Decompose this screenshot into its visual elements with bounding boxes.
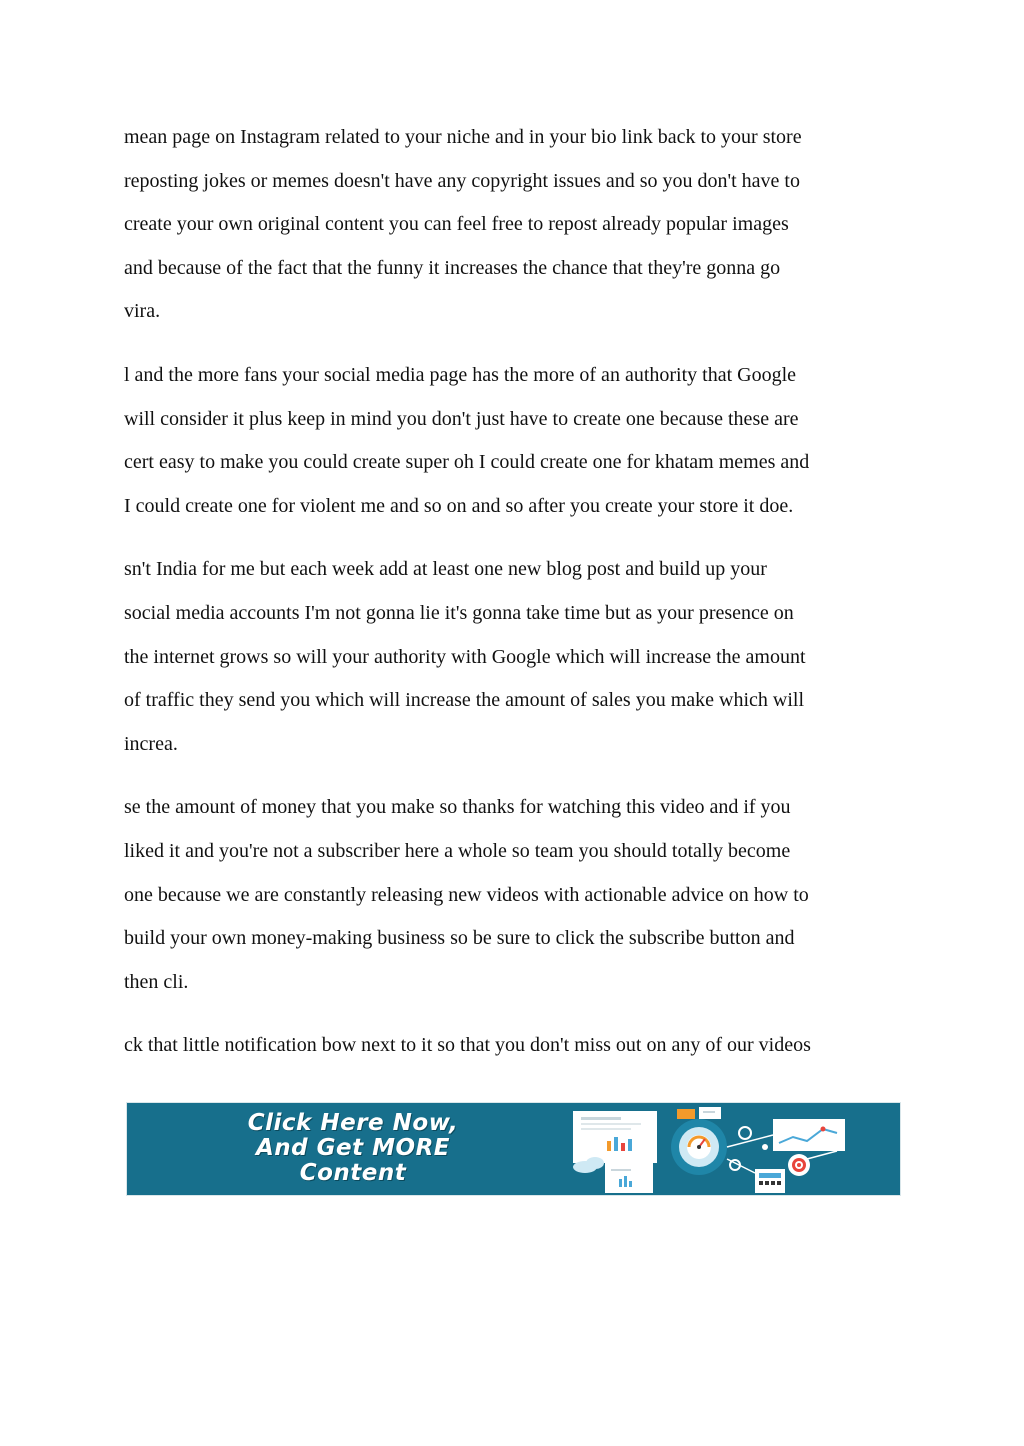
target-icon [788, 1154, 810, 1176]
chart-card-icon [773, 1119, 845, 1151]
banner-headline [163, 1111, 543, 1186]
gauge-icon [671, 1119, 727, 1175]
paragraph-2: l and the more fans your social media page has the more of an authority that Google will consider it plus keep in mind you don't just have to create one because these are cert easy to make you could create super oh I could create one for khatam memes and I could create one for violent me and so on and so after you create your store it doe. [124, 363, 810, 517]
banner-line-1: Click Here Now, [247, 1110, 459, 1136]
paragraph-5: ck that little notification bow next to it so that you don't miss out on any of our videos [124, 1034, 811, 1057]
paragraph-4: se the amount of money that you make so thanks for watching this video and if you liked it and you're not a subscriber here a whole so team you should totally become one because we are constantly releasing new videos with actionable advice on how to build your own money-making business so be sure to click the subscribe button and then cli. [124, 796, 809, 993]
calculator-icon [755, 1169, 785, 1193]
analytics-illustration [567, 1103, 897, 1196]
paragraph-3: sn't India for me but each week add at least one new blog post and build up your social media accounts I'm not gonna lie it's gonna take time but as your presence on the internet grows so will your authority with Google which will increase the amount of traffic they send you which will increase the amount of sales you make which will increa. [124, 558, 806, 755]
report-card-icon [573, 1111, 657, 1163]
banner-line-2: And Get MORE [256, 1135, 450, 1161]
click-here-banner[interactable] [126, 1102, 901, 1196]
tag-icon [677, 1107, 721, 1119]
banner-line-3: Content [299, 1160, 407, 1186]
monitor-icon [605, 1163, 653, 1193]
document-body [124, 116, 914, 1088]
paragraph-1: mean page on Instagram related to your niche and in your bio link back to your store reposting jokes or memes doesn't have any copyright issues and so you don't have to create your own original content you can feel free to repost already popular images and because of the fact that the funny it increases the chance that they're gonna go vira. [124, 126, 802, 323]
